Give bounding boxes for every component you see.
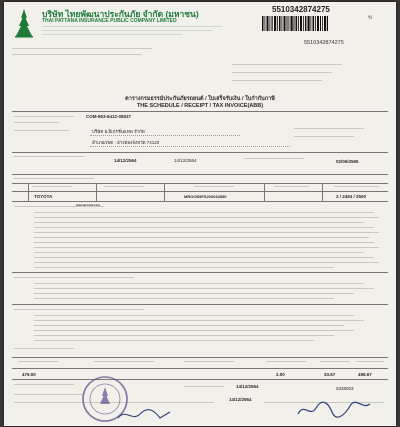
compensation-text-line [34,315,354,316]
compensation-section-label [14,309,144,310]
compensation-text-line [34,330,354,331]
coverage-text-line [34,262,379,263]
company-name-english: THAI PATTANA INSURANCE PUBLIC COMPANY LIMITED [42,18,177,24]
liability-text-line [34,293,354,294]
coverage-text-line [34,222,364,223]
reference-line [232,72,332,73]
column-divider [264,183,265,201]
table-header-top [12,183,388,184]
premium-column-header [266,361,306,362]
coverage-text-line [34,237,369,238]
agent-label [14,384,74,385]
total-premium: 498.67 [358,372,372,377]
column-divider [96,183,97,201]
insured-name: บริษัท อ.อิเกรชั่นแทพ จำกัด [92,129,145,134]
tax-id-line [12,48,152,49]
company-name-thai: บริษัท ไทยพัฒนาประกันภัย จำกัด (มหาชน) [42,9,199,19]
barcode-icon [262,16,328,31]
issue-date: 14/12/2564 [114,158,137,163]
occupation-value [294,136,354,137]
liability-text-line [34,288,374,289]
vehicle-vin: MROCB5FS200032850 [184,194,227,199]
liability-section-label [14,277,134,278]
receipt-label [184,386,224,387]
column-header [104,186,144,187]
liability-text-line [34,298,334,299]
divider [12,201,388,202]
period-label [244,158,304,159]
insured-address: อำเภอ/เขต : อ่างทองจังหวัด 74120 [92,140,160,145]
vat-amount: 33.67 [324,372,336,377]
document-title-thai: ตารางกรมธรรม์ประกันภัยรถยนต์ / ใบเสร็จรับเงิน / ใบกำกับภาษี [125,96,275,102]
field-underline [90,146,290,147]
field-label [14,116,74,117]
column-divider [164,183,165,201]
coverage-text-line [34,212,374,213]
field-label [14,122,59,123]
receipt-date-repeat: 14/12/2564 [229,397,252,402]
divider [12,174,388,175]
stamp-duty: 2.00 [276,372,285,377]
premium-section-label [14,348,74,349]
document-number-under-barcode: 5510342874275 [304,40,344,46]
receipt-code: 0338003 [336,386,354,391]
vehicle-section-label [14,178,94,179]
insured-label [14,130,69,131]
column-header [32,186,72,187]
premium-column-header [356,361,384,362]
column-header [334,186,379,187]
compensation-text-line [34,320,364,321]
column-divider [28,183,29,201]
premium-table-mid [12,368,388,369]
column-header [274,186,309,187]
premium-column-header [320,361,350,362]
period-label [14,156,84,157]
page-mark: ข [368,15,373,21]
company-address-line [42,30,212,31]
reference-line [232,80,322,81]
divider [12,304,388,305]
divider [12,111,388,112]
coverage-text-line [34,257,374,258]
vehicle-make: TOYOTA [34,194,53,199]
company-address-line [42,26,222,27]
receipt-date: 14/12/2564 [236,384,259,389]
premium-table-bottom [12,379,388,380]
column-header [194,186,234,187]
company-logo-icon [12,8,36,38]
coverage-section-label [14,206,104,207]
agreement-label [14,394,84,395]
net-premium: 479.00 [22,372,36,377]
compensation-text-line [34,340,314,341]
premium-column-header [18,361,58,362]
end-date: 02/06/2565 [336,159,359,164]
coverage-text-line [34,252,364,253]
coverage-text-line [34,242,374,243]
document-title-english: THE SCHEDULE / RECEIPT / TAX INVOICE(ABB) [136,103,264,109]
coverage-text-line [34,217,379,218]
coverage-text-line [34,227,374,228]
reference-line [232,64,342,65]
liability-text-line [34,283,364,284]
policy-number: COM-853-6412-08537 [86,114,132,119]
premium-column-header [94,361,154,362]
authorized-signature [294,398,374,420]
occupation-label [294,128,364,129]
company-contact-line [42,34,182,35]
vehicle-seats-cc: 3 / 2494 / 2500 [336,194,367,199]
divider [12,152,388,153]
coverage-text-line [34,232,379,233]
premium-column-header [184,361,234,362]
divider [12,272,388,273]
column-divider [322,183,323,201]
document-sheet [4,2,396,426]
agent-signature [114,406,174,424]
field-underline [90,135,240,136]
start-date: 14/12/2564 [174,158,197,163]
document-number-top: 5510342874275 [272,5,330,14]
coverage-text-line [34,267,334,268]
compensation-text-line [34,325,344,326]
branch-line [12,54,142,55]
premium-table-top [12,357,388,358]
compensation-text-line [34,335,334,336]
coverage-text-line [34,247,379,248]
table-header-bottom [12,191,388,192]
